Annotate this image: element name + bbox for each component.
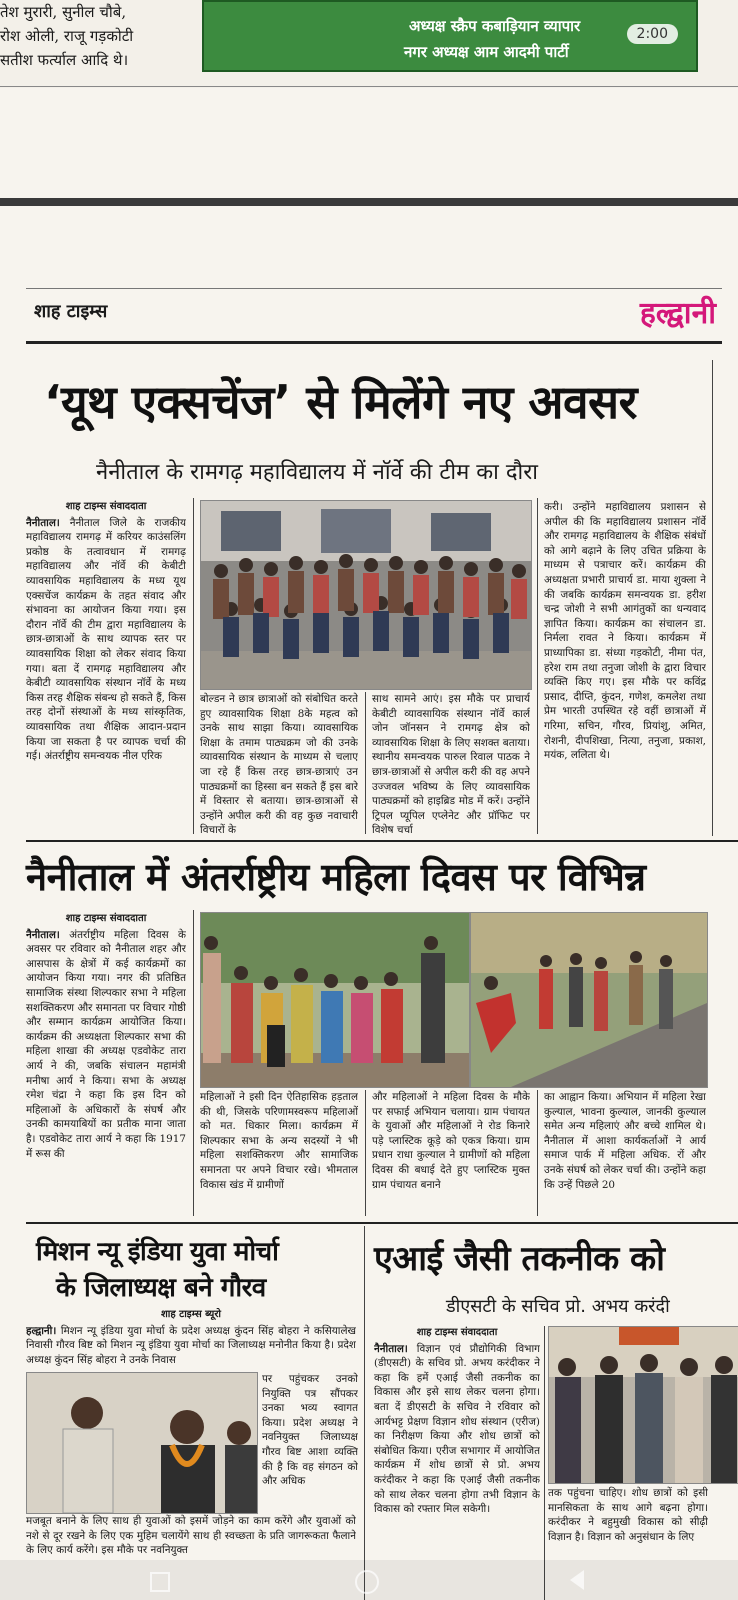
story3-side-column <box>262 1372 358 1512</box>
story2-photo-cleanliness-drive <box>470 912 708 1088</box>
ad-line-1: अध्यक्ष स्क्रैप कबाड़ियान व्यापार <box>409 17 581 35</box>
story2-column-3 <box>372 1090 530 1218</box>
story2-column-2 <box>200 1090 358 1218</box>
story3-text: पर पहुंचकर उनको नियुक्ति पत्र सौंपकर उनका भव्य स्वागत किया। प्रदेश अध्यक्ष ने नवनियुक्त जिलाध्यक्ष गौरव बिष्ट आशा व्यक्ति की है कि वह संगठन को और अधिक <box>262 1373 358 1488</box>
story2-text: और महिलाओं ने महिला दिवस के मौके पर सफाई अभियान चलाया। ग्राम पंचायत के युवाओं और महिलाओं ने रोड किनारे पड़े प्लास्टिक कूड़े को एकत्र किया। ग्राम प्रधान राधा कुल्याल ने ग्रामीणों को महिला दिवस की बधाई देते हुए प्लास्टिक मुक्त ग्राम पंचायत बनाने <box>372 1091 530 1191</box>
prev-page-strip <box>0 0 738 88</box>
story4-byline: शाह टाइम्स संवाददाता <box>416 1327 498 1338</box>
story3-intro <box>26 1308 356 1370</box>
story4-text: तक पहुंचना चाहिए। शोध छात्रों को इसी मानसिकता के साथ आगे बढ़ना होगा। करंदीकर ने बहुमुखी विकास को सीढ़ी विज्ञान है। विज्ञान को अनुसंधान के लिए <box>548 1487 708 1543</box>
story1-column-1 <box>26 500 186 836</box>
story4-text: विज्ञान एवं प्रौद्योगिकी विभाग (डीएसटी) के सचिव प्रो. अभय करंदीकर ने कहा कि हमें एआई जैसी तकनीक का विकास और इसे साथ लेकर चलना होगा। बता दें डीएसटी के सचिव ने रविवार को आर्यभट्ट प्रेक्षण विज्ञान शोध संस्थान (एरीज) का निरीक्षण किया और शोध छात्रों को संबोधित किया। एरीज सभागार में आयोजित कार्यक्रम में शोध छात्रों से प्रो. अभय करंदीकर ने कहा कि एआई जैसी तकनीक को साथ लेकर चलना होगा तभी विज्ञान के विकास को रफ्तार मिल सकेगी। <box>374 1342 540 1516</box>
home-nav-icon[interactable] <box>355 1570 379 1594</box>
story2-byline: शाह टाइम्स संवाददाता <box>65 913 147 924</box>
prev-text-line: तेश मुरारी, सुनील चौबे, <box>0 3 127 21</box>
story1-column-4 <box>544 500 706 836</box>
story2-photo-women-gathering <box>200 912 470 1088</box>
story3-photo <box>26 1372 258 1514</box>
story1-text: साथ सामने आएं। इस मौके पर प्राचार्य केबीटी व्यावसायिक संस्थान नॉर्वे कार्ल जोन जॉनसन ने रामगढ़ क्षेत्र को व्यावसायिक शिक्षा के लिए सशक्त बताया। स्थानीय समन्वयक पारुल रिवाल पाठक ने छात्र-छात्राओं से अपील करी की वह अपने उज्जवल भविष्य के लिए व्यावसायिक पाठ्यक्रमों को हाइब्रिड मोड में करें। उन्होंने ट्रिपल प्यूपिल एप्लेनेट और प्रॉफिट पर विशेष चर्चा <box>372 693 530 836</box>
prev-text-line: रोश ओली, राजू गड़कोटी <box>0 27 134 45</box>
story4-column-1 <box>374 1326 540 1600</box>
story1-byline: शाह टाइम्स संवाददाता <box>65 501 147 512</box>
story2-text: महिलाओं ने इसी दिन ऐतिहासिक हड़ताल की थी, जिसके परिणामस्वरूप महिलाओं को मत. धिकार मिला। कार्यक्रम में शिल्पकार सभा के अन्य सदस्यों ने भी महिला सशक्तिकरण और सामाजिक समानता पर अपने विचार रखे। भीमताल विकास खंड में ग्रामीणों <box>200 1091 358 1191</box>
story4-headline: एआई जैसी तकनीक को <box>374 1239 665 1279</box>
story2-column-1 <box>26 912 186 1218</box>
story3-headline-line-1: मिशन न्यू इंडिया युवा मोर्चा <box>36 1237 279 1267</box>
story1-text: बोल्डन ने छात्र छात्राओं को संबोधित करते हुए व्यावसायिक शिक्षा 8के महत्व को उनके साथ साझा किया। व्यावसायिक शिक्षा के तमाम पाठ्यक्रम जो की उनके व्यावसायिक संस्थान के माध्यम से चलाए जा रहे हैं किस तरह छात्र-छात्राएं उन पाठ्यक्रमों का हिस्सा बन सकते हैं इस बारे में विस्तार से बताया। छात्र-छात्राओं से उन्होंने अपील करी की वह कुछ नवाचारी विचारों के <box>200 693 358 836</box>
story2-column-4 <box>544 1090 706 1218</box>
story1-column-2 <box>200 692 358 836</box>
advertisement-banner <box>202 0 698 72</box>
prev-text-line: सतीश फर्त्याल आदि थे। <box>0 51 129 69</box>
story3-headline-line-2: के जिलाध्यक्ष बने गौरव <box>56 1273 266 1303</box>
story4-subhead: डीएसटी के सचिव प्रो. अभय करंदी <box>446 1296 670 1317</box>
story1-column-3 <box>372 692 530 836</box>
overlay-time-badge: 2:00 <box>627 24 678 44</box>
paper-name: शाह टाइम्स <box>34 301 108 322</box>
back-nav-icon[interactable] <box>570 1570 584 1590</box>
page-divider <box>0 198 738 206</box>
story1-text: करी। उन्होंने महाविद्यालय प्रशासन से अपील की कि महाविद्यालय प्रशासन नॉर्वे और रामगढ़ महाविद्यालय के शैक्षिक संबंधों को आगे बढ़ाने के लिए उचित प्रक्रिया के माध्यम से पत्राचार करें। कार्यक्रम की अध्यक्षता प्रभारी प्राचार्य डा. माया शुक्ला ने की जबकि कार्यक्रम समन्वयक डा. हरीश चन्द्र जोशी ने सभी आगंतुकों का धन्यवाद ज्ञापित किया। कार्यक्रम का संचालन डा. निर्मला रावत ने किया। कार्यक्रम में प्राध्यापिका डा. संध्या गड़कोटी, नीमा पंत, हरेश राम तथा तनुजा जोशी के द्वारा विचार व्यक्ति किए गए। इस मौके पर कविंद्र प्रसाद, दीप्ति, कुंदन, गणेश, कमलेश तथा प्रेम भारती उपस्थित रहे वहीं छात्राओं में गरिमा, सचिन, गौरव, प्रियांशु, अमित, रोशनी, दीपशिखा, नित्या, तनुजा, प्रकाश, मयंक, ललिता थे। <box>544 501 706 762</box>
story4-dateline: नैनीताल। <box>374 1342 408 1355</box>
system-nav-bar <box>0 1560 738 1600</box>
story3-byline: शाह टाइम्स ब्यूरो <box>160 1309 222 1320</box>
story4-photo <box>548 1326 738 1484</box>
story2-dateline: नैनीताल। <box>26 928 60 941</box>
recents-nav-icon[interactable] <box>150 1572 170 1592</box>
story1-headline: ‘यूथ एक्सचेंज’ से मिलेंगे नए अवसर <box>44 375 637 429</box>
story1-group-photo <box>200 500 532 690</box>
edition-name: हल्द्वानी <box>639 296 716 331</box>
story2-text: का आह्वान किया। अभियान में महिला रेखा कुल्याल, भावना कुल्याल, जानकी कुल्याल समेत अन्य महिलाएं और बच्चे शामिल थे। नैनीताल में आशा कार्यकर्ताओं ने आर्य समाज पार्क में महिला अधिक. रों और उनके संघर्ष को लेकर चर्चा की। उन्होंने कहा कि उन्हें पिछले 20 <box>544 1091 706 1191</box>
story3-text: मजबूत बनाने के लिए साथ ही युवाओं को इसमें जोड़ने का काम करेंगे और युवाओं को नशे से दूर रखने के लिए एक मुहिम चलायेंगे साथ ही स्वच्छता के प्रति जागरूकता फैलाने के लिए कार्य करेंगे। इस मौके पर नवनियुक्त <box>26 1515 356 1557</box>
story2-text: अंतर्राष्ट्रीय महिला दिवस के अवसर पर रविवार को नैनीताल शहर और आसपास के क्षेत्रों में कई कार्यक्रमों का आयोजन किया गया। नगर की प्रतिष्ठित सामाजिक संस्था शिल्पकार सभा ने महिला सशक्तिकरण और समानता पर विचार गोष्ठी और सम्मान कार्यक्रम आयोजित किया। कार्यक्रम की अध्यक्षता शिल्पकार सभा की महिला शाखा की अध्यक्ष एडवोकेट तारा आर्य ने की, जबकि संचालन महामंत्री मनीषा आर्य ने किया। सभा के अध्यक्ष रमेश चंद्रा ने कहा कि इस दिन को महिलाओं के अधिकारों के संघर्ष और उनकी कामयाबियों का प्रतीक माना जाता है। एडवोकेट तारा आर्य ने कहा कि 1917 में रूस की <box>26 928 186 1160</box>
story3-text: मिशन न्यू इंडिया युवा मोर्चा के प्रदेश अध्यक्ष कुंदन सिंह बोहरा ने कसियालेख निवासी गौरव बिष्ट को मिशन न्यू इंडिया युवा मोर्चा का जिलाध्यक्ष मनोनीत किया है। प्रदेश अध्यक्ष कुंदन सिंह बोहरा ने उनके निवास <box>26 1324 356 1366</box>
story1-text: नैनीताल जिले के राजकीय महाविद्यालय रामगढ़ में करियर काउंसलिंग प्रकोष्ठ के तत्वावधान में रामगढ़ महाविद्यालय और नॉर्वे की केबीटी व्यावसायिक महाविद्यालय के मध्य यूथ एक्सचेंज कार्यक्रम के तहत संवाद और संभावना का आयोजन किया गया। इस दौरान नॉर्वे की टीम द्वारा महाविद्यालय के छात्र-छात्राओं के साथ व्यापक स्तर पर व्यावसायिक शिक्षा को लेकर संवाद किया गया। बता दें रामगढ़ महाविद्यालय और केबीटी व्यावसायिक संस्थान नॉर्वे के मध्य किस तरह शैक्षिक संबन्ध हो सकते हैं, किस तरह दोनों संस्थाओं के मध्य सांस्कृतिक, व्यावसायिक तथा शैक्षिक आदान-प्रदान किया जा सकता है पर व्यापक चर्चा की गई। अंतर्राष्ट्रीय समन्वयक नील एरिक <box>26 516 186 763</box>
masthead <box>26 288 722 347</box>
ad-line-2: नगर अध्यक्ष आम आदमी पार्टी <box>404 43 569 61</box>
story1-dateline: नैनीताल। <box>26 516 60 529</box>
story1-subhead: नैनीताल के रामगढ़ महाविद्यालय में नॉर्वे की टीम का दौरा <box>96 460 538 485</box>
story2-headline: नैनीताल में अंतर्राष्ट्रीय महिला दिवस पर विभिन्न <box>26 855 646 899</box>
story3-dateline: हल्द्वानी। <box>26 1324 57 1337</box>
